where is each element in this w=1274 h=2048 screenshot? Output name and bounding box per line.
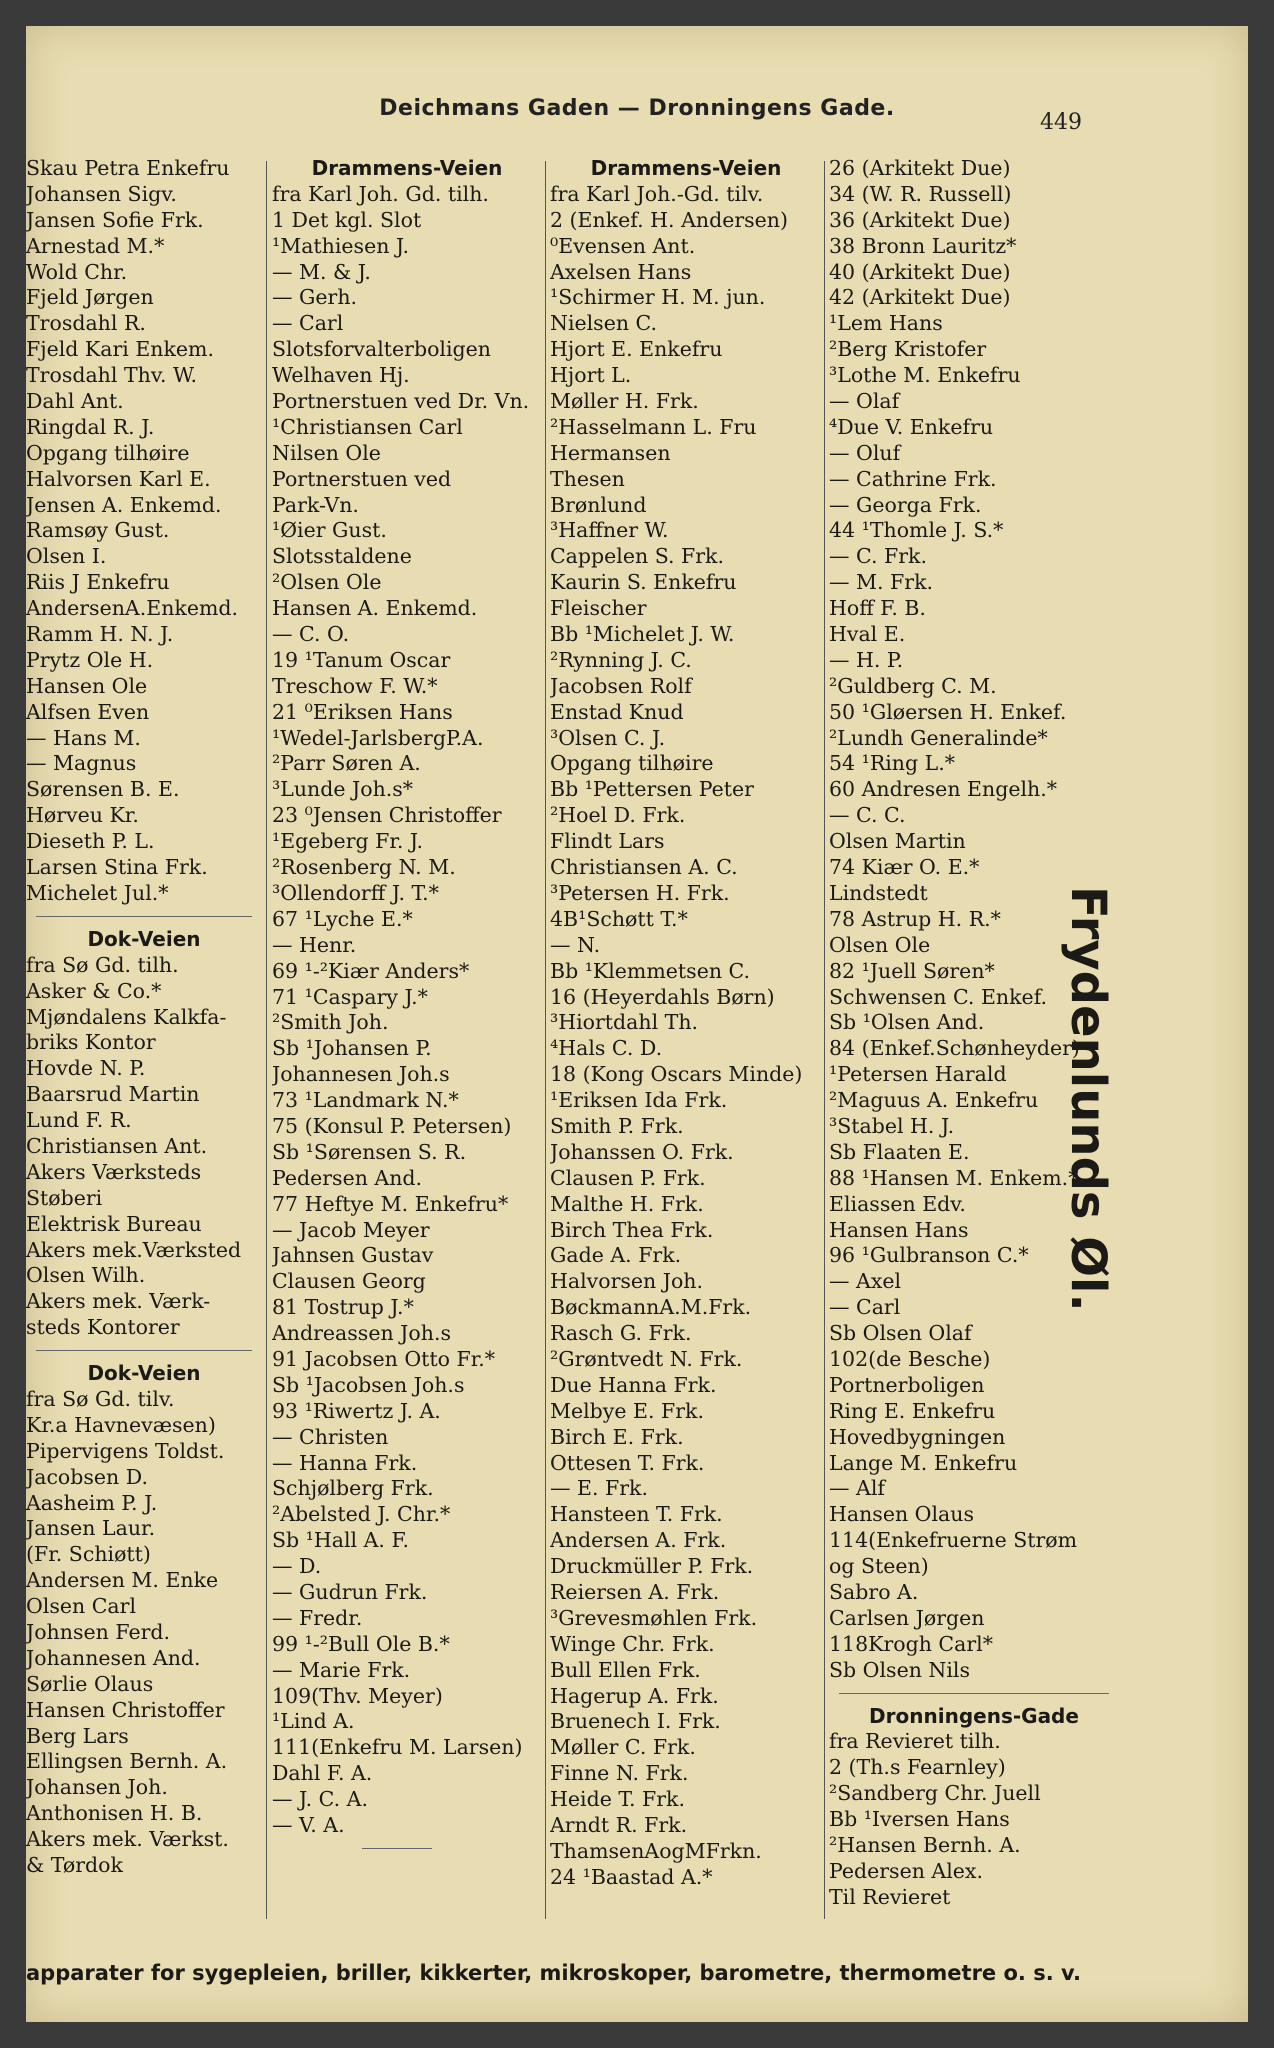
directory-entry: Ringdal R. J. — [26, 414, 155, 439]
directory-entry: Melbye E. Frk. — [550, 1398, 704, 1423]
directory-entry: Hjort L. — [550, 363, 632, 388]
directory-entry: — Gudrun Frk. — [272, 1579, 428, 1604]
column-3 — [550, 156, 822, 1891]
directory-entry: Asker & Co.* — [26, 978, 162, 1003]
side-advertisement: Frydenlunds Øl. — [1060, 886, 1116, 1312]
directory-entry: Johanssen O. Frk. — [550, 1139, 734, 1164]
directory-entry: Olsen Ole — [829, 932, 931, 957]
directory-entry: 34 (W. R. Russell) — [829, 181, 1012, 206]
directory-entry: Hval E. — [829, 622, 906, 647]
directory-entry: Hansteen T. Frk. — [550, 1502, 723, 1527]
directory-entry: (Fr. Schiøtt) — [26, 1542, 151, 1567]
directory-entry: Lange M. Enkefru — [829, 1450, 1018, 1475]
street-heading: Dok-Veien — [87, 926, 201, 951]
directory-entry: Brønlund — [550, 492, 647, 517]
directory-entry: Jansen Laur. — [26, 1516, 156, 1541]
directory-entry: ²Sandberg Chr. Juell — [829, 1781, 1041, 1806]
directory-entry: Alfsen Even — [26, 699, 150, 724]
directory-entry: Winge Chr. Frk. — [550, 1631, 715, 1656]
directory-entry: — J. C. A. — [272, 1787, 368, 1812]
directory-entry: — D. — [272, 1554, 322, 1579]
directory-entry: Birch E. Frk. — [550, 1424, 684, 1449]
directory-entry: Møller C. Frk. — [550, 1735, 696, 1760]
directory-entry: Axelsen Hans — [550, 259, 692, 284]
directory-entry: Portnerstuen ved Dr. Vn. — [272, 389, 530, 414]
directory-entry: ²Lundh Generalinde* — [829, 725, 1048, 750]
directory-entry: Gade A. Frk. — [550, 1243, 682, 1268]
directory-entry: Hermansen — [550, 440, 671, 465]
directory-entry: — Christen — [272, 1424, 389, 1449]
directory-entry: 50 ¹Gløersen H. Enkef. — [829, 699, 1067, 724]
directory-entry: 78 Astrup H. R.* — [829, 906, 1001, 931]
directory-entry: 109(Thv. Meyer) — [272, 1683, 443, 1708]
directory-entry: Heide T. Frk. — [550, 1787, 685, 1812]
directory-entry: Clausen Georg — [272, 1269, 426, 1294]
footer-advertisement: apparater for sygepleien, briller, kikkerter, mikroskoper, barometre, thermometre o. s. v. — [26, 1961, 1081, 1985]
directory-entry: 77 Heftye M. Enkefru* — [272, 1191, 509, 1216]
directory-entry: — C. C. — [829, 803, 906, 828]
directory-entry: Arnestad M.* — [26, 233, 165, 258]
directory-entry: Johnsen Ferd. — [26, 1619, 171, 1644]
directory-entry: Dieseth P. L. — [26, 829, 155, 854]
directory-entry: Jacobsen D. — [26, 1464, 148, 1489]
directory-entry: — Gerh. — [272, 285, 358, 310]
directory-entry: Slotsforvalterboligen — [272, 337, 491, 362]
directory-entry: ³Hiortdahl Th. — [550, 1010, 699, 1035]
directory-entry: 74 Kiær O. E.* — [829, 855, 980, 880]
directory-entry: fra Sø Gd. tilv. — [26, 1386, 175, 1411]
directory-entry: Ellingsen Bernh. A. — [26, 1749, 228, 1774]
directory-entry: Mjøndalens Kalkfa- — [26, 1004, 227, 1029]
directory-entry: 102(de Besche) — [829, 1346, 991, 1371]
directory-entry: Olsen Wilh. — [26, 1263, 146, 1288]
directory-page — [26, 26, 1248, 2022]
directory-entry: — Hanna Frk. — [272, 1450, 418, 1475]
street-heading: Dronningens-Gade — [869, 1703, 1079, 1728]
directory-entry: Pedersen Alex. — [829, 1858, 984, 1883]
directory-entry: ¹Lem Hans — [829, 311, 943, 336]
directory-entry: Park-Vn. — [272, 492, 359, 517]
directory-entry: ¹Wedel-JarlsbergP.A. — [272, 725, 484, 750]
directory-entry: Prytz Ole H. — [26, 647, 154, 672]
directory-entry: ³Haffner W. — [550, 518, 669, 543]
directory-entry: Ring E. Enkefru — [829, 1398, 996, 1423]
directory-entry: Olsen I. — [26, 544, 107, 569]
directory-entry: Johannesen Joh.s — [272, 1062, 450, 1087]
directory-entry: ²Grøntvedt N. Frk. — [550, 1346, 743, 1371]
directory-entry: 4B¹Schøtt T.* — [550, 906, 688, 931]
directory-entry: — V. A. — [272, 1813, 345, 1837]
street-heading: Dok-Veien — [87, 1361, 201, 1386]
directory-entry: — Axel — [829, 1269, 902, 1294]
directory-entry: ²Rosenberg N. M. — [272, 855, 456, 880]
directory-entry: ³Grevesmøhlen Frk. — [550, 1605, 758, 1630]
directory-entry: Ramsøy Gust. — [26, 518, 170, 543]
directory-entry: Riis J Enkefru — [26, 570, 170, 595]
directory-entry: Møller H. Frk. — [550, 389, 699, 414]
directory-entry: ²Olsen Ole — [272, 570, 382, 595]
directory-entry: 38 Bronn Lauritz* — [829, 233, 1017, 258]
directory-entry: Hovde N. P. — [26, 1056, 146, 1081]
directory-entry: Bb ¹Pettersen Peter — [550, 777, 754, 802]
directory-entry: 71 ¹Caspary J.* — [272, 984, 428, 1009]
directory-entry: Druckmüller P. Frk. — [550, 1554, 754, 1579]
directory-entry: fra Karl Joh. Gd. tilh. — [272, 181, 489, 206]
column-1 — [26, 156, 262, 1879]
directory-entry: fra Sø Gd. tilh. — [26, 952, 179, 977]
directory-entry: 84 (Enkef.Schønheyder) — [829, 1036, 1080, 1061]
directory-entry: Opgang tilhøire — [26, 440, 190, 465]
column-2 — [272, 156, 542, 1859]
directory-entry: — Henr. — [272, 932, 357, 957]
directory-entry: Akers mek. Værk- — [26, 1289, 211, 1314]
directory-entry: Hansen Christoffer — [26, 1697, 225, 1722]
directory-entry: — Olaf — [829, 389, 900, 414]
directory-entry: 16 (Heyerdahls Børn) — [550, 984, 775, 1009]
section-divider — [26, 1341, 262, 1361]
directory-entry: Hørveu Kr. — [26, 803, 139, 828]
directory-entry: Jensen A. Enkemd. — [26, 492, 222, 517]
directory-entry: Portnerboligen — [829, 1372, 985, 1397]
directory-entry: 40 (Arkitekt Due) — [829, 259, 1011, 284]
directory-entry: Hjort E. Enkefru — [550, 337, 723, 362]
directory-entry: Johansen Sigv. — [26, 181, 177, 206]
directory-entry: Michelet Jul.* — [26, 880, 169, 905]
directory-entry: 114(Enkefruerne Strøm — [829, 1528, 1078, 1553]
directory-entry: Schjølberg Frk. — [272, 1476, 434, 1501]
directory-entry: Finne N. Frk. — [550, 1761, 689, 1786]
directory-entry: 21 ⁰Eriksen Hans — [272, 699, 453, 724]
directory-entry: 2 (Enkef. H. Andersen) — [550, 207, 788, 232]
directory-entry: Bull Ellen Frk. — [550, 1657, 701, 1682]
directory-entry: 118Krogh Carl* — [829, 1631, 993, 1656]
column-rule — [824, 161, 825, 1919]
directory-entry: Clausen P. Frk. — [550, 1165, 706, 1190]
directory-entry: Akers mek.Værksted — [26, 1237, 242, 1262]
directory-entry: — Carl — [829, 1295, 901, 1320]
directory-entry: 42 (Arkitekt Due) — [829, 285, 1011, 310]
directory-entry: — N. — [550, 932, 601, 957]
directory-entry: — Marie Frk. — [272, 1657, 411, 1682]
directory-entry: ²Hoel D. Frk. — [550, 803, 686, 828]
directory-entry: ²Rynning J. C. — [550, 647, 692, 672]
street-heading: Drammens-Veien — [590, 156, 782, 180]
directory-entry: ¹Øier Gust. — [272, 518, 387, 543]
directory-entry: Birch Thea Frk. — [550, 1217, 714, 1242]
directory-entry: 82 ¹Juell Søren* — [829, 958, 995, 983]
directory-entry: 75 (Konsul P. Petersen) — [272, 1113, 512, 1138]
entry-list — [26, 156, 262, 907]
directory-entry: Fjeld Kari Enkem. — [26, 337, 214, 362]
entry-list — [26, 1387, 262, 1879]
directory-entry: Hagerup A. Frk. — [550, 1683, 719, 1708]
directory-entry: Sb ¹Johansen P. — [272, 1036, 432, 1061]
directory-entry: ³Lunde Joh.s* — [272, 777, 414, 802]
directory-entry: ³Olsen C. J. — [550, 725, 666, 750]
directory-entry: ¹Petersen Harald — [829, 1062, 1007, 1087]
directory-entry: 36 (Arkitekt Due) — [829, 207, 1011, 232]
directory-entry: Sørensen B. E. — [26, 777, 180, 802]
directory-entry: Schwensen C. Enkef. — [829, 984, 1048, 1009]
directory-entry: 19 ¹Tanum Oscar — [272, 647, 451, 672]
directory-entry: ⁴Hals C. D. — [550, 1036, 663, 1061]
directory-entry: Akers mek. Værkst. — [26, 1827, 229, 1852]
directory-entry: Bb ¹Michelet J. W. — [550, 622, 735, 647]
page-number: 449 — [1040, 110, 1082, 135]
directory-entry: Lindstedt — [829, 880, 928, 905]
directory-entry: Andersen A. Frk. — [550, 1528, 727, 1553]
directory-entry: — Carl — [272, 311, 344, 336]
directory-entry: 18 (Kong Oscars Minde) — [550, 1062, 803, 1087]
directory-entry: 26 (Arkitekt Due) — [829, 156, 1011, 180]
directory-entry: Treschow F. W.* — [272, 673, 438, 698]
directory-entry: Carlsen Jørgen — [829, 1605, 985, 1630]
directory-entry: Elektrisk Bureau — [26, 1211, 202, 1236]
directory-entry: — Alf — [829, 1476, 885, 1501]
directory-entry: 91 Jacobsen Otto Fr.* — [272, 1346, 496, 1371]
directory-entry: ³Petersen H. Frk. — [550, 880, 730, 905]
directory-entry: Hoff F. B. — [829, 596, 926, 621]
directory-entry: ³Stabel H. J. — [829, 1113, 955, 1138]
directory-entry: Sb Olsen Nils — [829, 1657, 970, 1682]
directory-entry: ¹Mathiesen J. — [272, 233, 410, 258]
directory-entry: 73 ¹Landmark N.* — [272, 1088, 459, 1113]
directory-entry: fra Revieret tilh. — [829, 1729, 1001, 1754]
directory-entry: ³Lothe M. Enkefru — [829, 363, 1021, 388]
directory-entry: Andersen M. Enke — [26, 1568, 219, 1593]
directory-entry: ¹Egeberg Fr. J. — [272, 829, 424, 854]
directory-entry: Olsen Martin — [829, 829, 966, 854]
directory-entry: Christiansen Ant. — [26, 1133, 208, 1158]
directory-entry: Fjeld Jørgen — [26, 285, 154, 310]
directory-entry: ¹Lind A. — [272, 1709, 355, 1734]
directory-entry: Sb ¹Olsen And. — [829, 1010, 985, 1035]
directory-entry: — C. O. — [272, 622, 350, 647]
directory-entry: Smith P. Frk. — [550, 1113, 684, 1138]
directory-entry: Sb ¹Jacobsen Joh.s — [272, 1372, 465, 1397]
directory-entry: Sørlie Olaus — [26, 1671, 154, 1696]
directory-entry: Hansen Ole — [26, 673, 148, 698]
directory-entry: briks Kontor — [26, 1030, 156, 1055]
directory-entry: 1 Det kgl. Slot — [272, 207, 422, 232]
section-divider — [26, 907, 262, 927]
directory-entry: Eliassen Edv. — [829, 1191, 966, 1216]
directory-entry: 111(Enkefru M. Larsen) — [272, 1735, 523, 1760]
directory-entry: Halvorsen Joh. — [550, 1269, 704, 1294]
directory-entry: — Jacob Meyer — [272, 1217, 430, 1242]
directory-entry: Trosdahl R. — [26, 311, 146, 336]
directory-entry: ²Hansen Bernh. A. — [829, 1833, 1021, 1857]
directory-entry: — C. Frk. — [829, 544, 927, 569]
directory-entry: ²Guldberg C. M. — [829, 673, 997, 698]
directory-entry: Slotsstaldene — [272, 544, 412, 569]
directory-entry: Pipervigens Toldst. — [26, 1438, 225, 1463]
directory-entry: Christiansen A. C. — [550, 855, 738, 880]
directory-entry: ²Parr Søren A. — [272, 751, 421, 776]
entry-list — [550, 182, 822, 1891]
directory-entry: Andreassen Joh.s — [272, 1321, 451, 1346]
directory-entry: 23 ⁰Jensen Christoffer — [272, 803, 502, 828]
directory-entry: Berg Lars — [26, 1723, 129, 1748]
directory-entry: Akers Værksteds — [26, 1159, 202, 1184]
directory-entry: Rasch G. Frk. — [550, 1321, 692, 1346]
directory-entry: Bb ¹Iversen Hans — [829, 1807, 1010, 1832]
directory-entry: og Steen) — [829, 1554, 929, 1579]
directory-entry: — Georga Frk. — [829, 492, 982, 517]
directory-entry: Skau Petra Enkefru — [26, 156, 230, 180]
directory-entry: ³Ollendorff J. T.* — [272, 880, 439, 905]
directory-entry: Sabro A. — [829, 1579, 919, 1604]
directory-entry: — H. P. — [829, 647, 904, 672]
directory-entry: fra Karl Joh.-Gd. tilv. — [550, 181, 764, 206]
directory-entry: — M. & J. — [272, 259, 371, 284]
end-rule — [272, 1839, 542, 1859]
directory-entry: ⁰Evensen Ant. — [550, 233, 696, 258]
directory-entry: Larsen Stina Frk. — [26, 855, 208, 880]
directory-entry: ¹Schirmer H. M. jun. — [550, 285, 766, 310]
directory-entry: — Fredr. — [272, 1605, 363, 1630]
directory-entry: Flindt Lars — [550, 829, 665, 854]
directory-entry: Sb ¹Sørensen S. R. — [272, 1139, 467, 1164]
directory-entry: Hansen A. Enkemd. — [272, 596, 478, 621]
directory-entry: Dahl Ant. — [26, 389, 124, 414]
directory-entry: Lund F. R. — [26, 1108, 132, 1133]
directory-entry: Malthe H. Frk. — [550, 1191, 704, 1216]
directory-entry: 88 ¹Hansen M. Enkem.* — [829, 1165, 1079, 1190]
column-rule — [545, 161, 546, 1919]
directory-entry: — Hans M. — [26, 725, 141, 750]
directory-entry: Til Revieret — [829, 1884, 951, 1909]
directory-entry: ¹Eriksen Ida Frk. — [550, 1088, 728, 1113]
directory-entry: Nilsen Ole — [272, 440, 381, 465]
directory-entry: — Magnus — [26, 751, 137, 776]
column-rule — [266, 161, 267, 1919]
directory-entry: ⁴Due V. Enkefru — [829, 414, 994, 439]
street-heading: Drammens-Veien — [311, 156, 503, 180]
directory-entry: Thesen — [550, 466, 625, 491]
directory-entry: Jansen Sofie Frk. — [26, 207, 204, 232]
directory-entry: ²Smith Joh. — [272, 1010, 389, 1035]
directory-entry: Fleischer — [550, 596, 647, 621]
directory-entry: Hansen Hans — [829, 1217, 969, 1242]
directory-entry: Ramm H. N. J. — [26, 622, 174, 647]
directory-entry: Dahl F. A. — [272, 1761, 373, 1786]
directory-entry: ²Hasselmann L. Fru — [550, 414, 757, 439]
directory-entry: Støberi — [26, 1185, 103, 1210]
directory-entry: Enstad Knud — [550, 699, 684, 724]
entry-list — [272, 182, 542, 1839]
directory-entry: ²Maguus A. Enkefru — [829, 1088, 1039, 1113]
directory-entry: Welhaven Hj. — [272, 363, 410, 388]
directory-entry: — Cathrine Frk. — [829, 466, 997, 491]
directory-entry: 69 ¹-²Kiær Anders* — [272, 958, 470, 983]
directory-entry: Hansen Olaus — [829, 1502, 974, 1527]
directory-entry: 54 ¹Ring L.* — [829, 751, 956, 776]
directory-entry: Pedersen And. — [272, 1165, 423, 1190]
directory-entry: Johannesen And. — [26, 1645, 201, 1670]
directory-entry: — Oluf — [829, 440, 901, 465]
directory-entry: Bb ¹Klemmetsen C. — [550, 958, 751, 983]
directory-entry: BøckmannA.M.Frk. — [550, 1295, 752, 1320]
directory-entry: Arndt R. Frk. — [550, 1813, 688, 1837]
directory-entry: 44 ¹Thomle J. S.* — [829, 518, 1004, 543]
directory-entry: Jacobsen Rolf — [550, 673, 692, 698]
directory-entry: Sb Flaaten E. — [829, 1139, 970, 1164]
running-head: Deichmans Gaden — Dronningens Gade. — [379, 96, 895, 121]
directory-entry: steds Kontorer — [26, 1315, 180, 1340]
directory-entry: & Tørdok — [26, 1853, 123, 1877]
directory-entry: Portnerstuen ved — [272, 466, 452, 491]
directory-entry: Kaurin S. Enkefru — [550, 570, 737, 595]
directory-entry: Kr.a Havnevæsen) — [26, 1412, 216, 1437]
directory-entry: Bruenech I. Frk. — [550, 1709, 721, 1734]
section-divider — [829, 1684, 1119, 1704]
directory-entry: Opgang tilhøire — [550, 751, 714, 776]
directory-entry: Johansen Joh. — [26, 1775, 168, 1800]
directory-entry: Sb ¹Hall A. F. — [272, 1528, 410, 1553]
directory-entry: Halvorsen Karl E. — [26, 466, 211, 491]
entry-list — [26, 953, 262, 1341]
directory-entry: 81 Tostrup J.* — [272, 1295, 414, 1320]
directory-entry: ²Berg Kristofer — [829, 337, 987, 362]
directory-entry: Aasheim P. J. — [26, 1490, 158, 1515]
directory-entry: AndersenA.Enkemd. — [26, 596, 239, 621]
directory-entry: 67 ¹Lyche E.* — [272, 906, 413, 931]
directory-entry: — M. Frk. — [829, 570, 934, 595]
directory-entry: 99 ¹-²Bull Ole B.* — [272, 1631, 450, 1656]
directory-entry: Trosdahl Thv. W. — [26, 363, 198, 388]
directory-entry: Ottesen T. Frk. — [550, 1450, 705, 1475]
directory-entry: 93 ¹Riwertz J. A. — [272, 1398, 441, 1423]
directory-entry: Jahnsen Gustav — [272, 1243, 434, 1268]
directory-entry: Hovedbygningen — [829, 1424, 1006, 1449]
directory-entry: ¹Christiansen Carl — [272, 414, 463, 439]
directory-entry: Anthonisen H. B. — [26, 1801, 203, 1826]
directory-entry: 96 ¹Gulbranson C.* — [829, 1243, 1029, 1268]
directory-entry: Wold Chr. — [26, 259, 128, 284]
directory-entry: Sb Olsen Olaf — [829, 1321, 972, 1346]
directory-entry: — E. Frk. — [550, 1476, 648, 1501]
directory-entry: Baarsrud Martin — [26, 1082, 200, 1107]
directory-entry: Reiersen A. Frk. — [550, 1579, 720, 1604]
directory-entry: ²Abelsted J. Chr.* — [272, 1502, 451, 1527]
directory-entry: 24 ¹Baastad A.* — [550, 1864, 713, 1889]
directory-entry: Due Hanna Frk. — [550, 1372, 717, 1397]
directory-entry: 60 Andresen Engelh.* — [829, 777, 1057, 802]
directory-entry: Cappelen S. Frk. — [550, 544, 724, 569]
directory-entry: 2 (Th.s Fearnley) — [829, 1755, 1006, 1780]
directory-entry: Olsen Carl — [26, 1594, 136, 1619]
directory-entry: ThamsenAogMFrkn. — [550, 1838, 762, 1863]
directory-entry: Nielsen C. — [550, 311, 658, 336]
entry-list — [829, 1729, 1119, 1910]
